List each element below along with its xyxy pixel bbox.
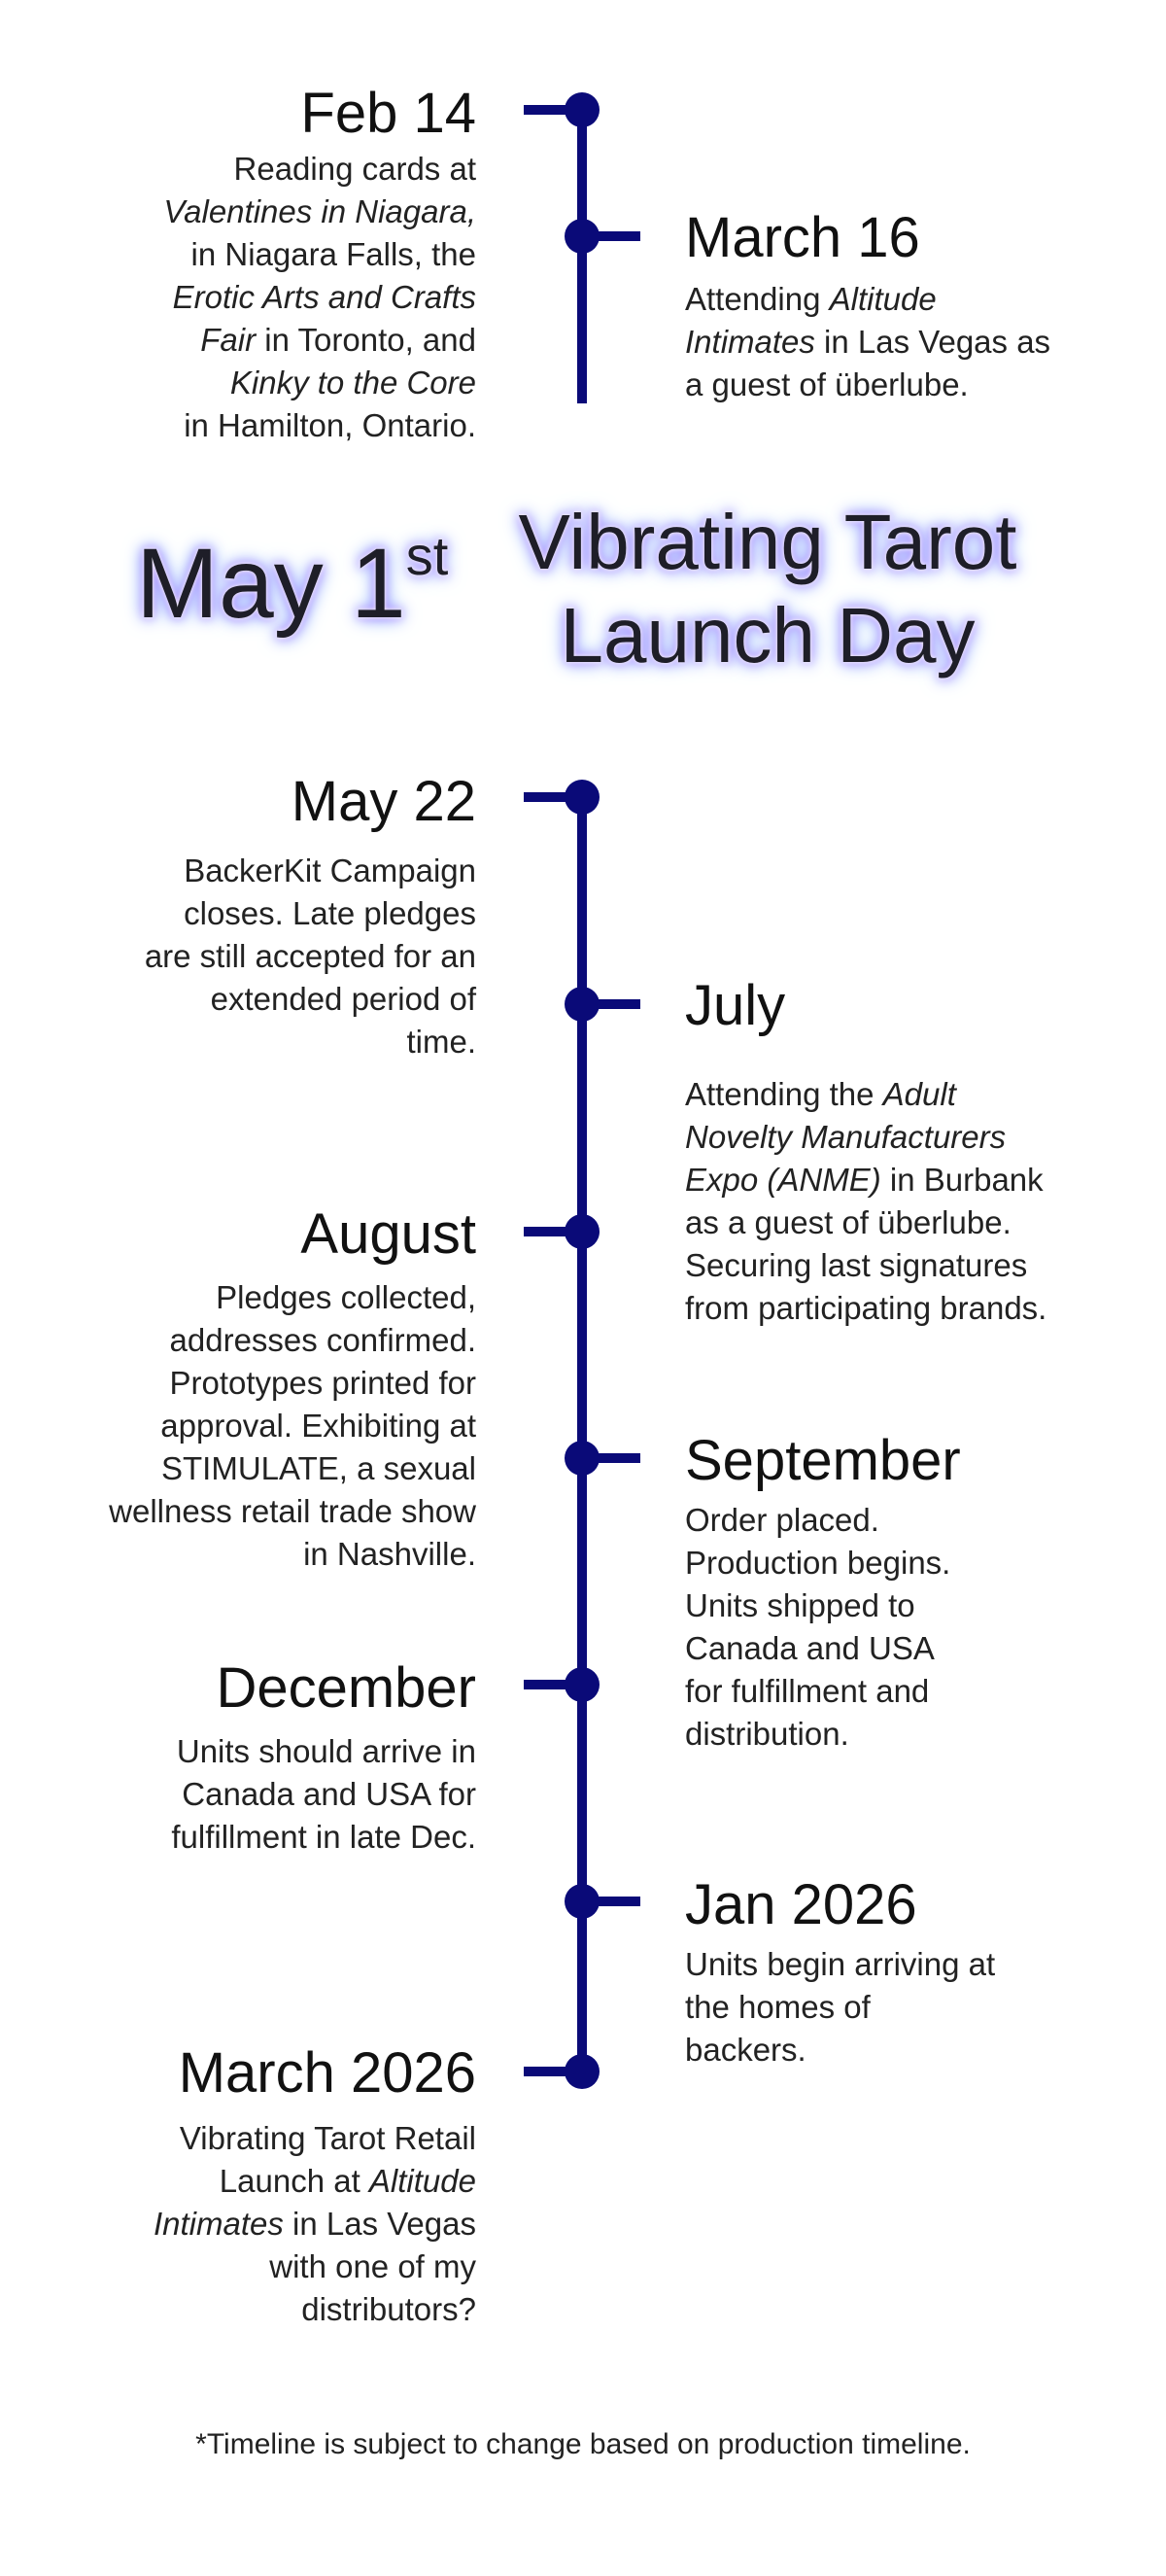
- timeline-dot: [565, 780, 600, 815]
- timeline-entry-august: [107, 1201, 476, 1576]
- entry-text: in Niagara Falls, the: [190, 236, 476, 272]
- timeline-dot: [565, 219, 600, 254]
- timeline-entry-jan-2026: [685, 1871, 996, 2071]
- launch-title-line: Launch Day: [560, 592, 976, 679]
- timeline-dot: [565, 1214, 600, 1249]
- timeline-entry-september: [685, 1427, 962, 1756]
- entry-date: March 16: [685, 206, 920, 269]
- event-name: Altitude Intimates: [153, 2163, 476, 2242]
- event-name: Erotic Arts and Crafts: [172, 279, 476, 315]
- entry-text: Reading cards at: [233, 151, 476, 187]
- timeline-entry-march-2026: [146, 2039, 476, 2331]
- entry-description: BackerKit Campaign closes. Late pledges are still accepted for an extended period of time.: [144, 853, 476, 1060]
- timeline-entry-december: [107, 1654, 476, 1859]
- entry-date: March 2026: [178, 2041, 476, 2105]
- event-name: Altitude Intimates: [685, 281, 937, 360]
- entry-text: in Toronto, and: [256, 322, 476, 358]
- timeline-dot: [565, 1667, 600, 1702]
- entry-text: Vibrating Tarot Retail Launch at: [179, 2120, 476, 2199]
- entry-text: in Burbank as a guest of überlube. Securing last signatures from participating brands.: [685, 1162, 1047, 1326]
- launch-title: [486, 496, 1049, 682]
- entry-description: Units begin arriving at the homes of backers.: [685, 1946, 996, 2068]
- event-name: Kinky to the Core: [229, 365, 476, 400]
- entry-text: in Las Vegas with one of my distributors?: [269, 2206, 476, 2327]
- entry-description: Pledges collected, addresses confirmed. Prototypes printed for approval. Exhibiting at STIMULATE, a sexual wellness retail trade show in Nashville.: [109, 1279, 476, 1572]
- timeline-dot: [565, 1441, 600, 1476]
- entry-description: [685, 1073, 1049, 1330]
- entry-date: Feb 14: [300, 82, 476, 145]
- entry-text: in Hamilton, Ontario.: [184, 407, 476, 443]
- entry-description: [87, 148, 476, 447]
- timeline-dot: [565, 92, 600, 127]
- entry-text: Attending: [685, 281, 830, 317]
- event-name: Adult Novelty Manufacturers Expo (ANME): [685, 1076, 1007, 1198]
- footnote: *Timeline is subject to change based on production timeline.: [195, 2428, 971, 2460]
- event-name: Valentines in Niagara,: [163, 193, 476, 229]
- launch-date: [136, 525, 448, 642]
- entry-date: May 22: [291, 770, 476, 833]
- timeline-dot: [565, 987, 600, 1022]
- entry-text: in Las Vegas as a guest of überlube.: [685, 324, 1051, 402]
- entry-date: December: [216, 1656, 476, 1720]
- entry-description: [685, 278, 1054, 406]
- timeline-line-upper: [577, 107, 587, 403]
- entry-date: Jan 2026: [685, 1873, 917, 1936]
- entry-date: September: [685, 1429, 961, 1492]
- timeline-entry-feb-14: [87, 80, 476, 447]
- timeline-entry-march-16: [685, 204, 1054, 406]
- launch-title-line: Vibrating Tarot: [518, 499, 1017, 585]
- launch-date-main: May 1: [136, 528, 406, 639]
- timeline-dot: [565, 2054, 600, 2089]
- entry-date: July: [685, 974, 786, 1037]
- entry-description: Units should arrive in Canada and USA for fulfillment in late Dec.: [171, 1733, 476, 1855]
- entry-date: August: [300, 1202, 476, 1266]
- timeline-dot: [565, 1884, 600, 1919]
- entry-description: Order placed. Production begins. Units shipped to Canada and USA for fulfillment and distribution.: [685, 1502, 951, 1752]
- timeline-entry-july: [685, 972, 1049, 1330]
- entry-text: Attending the: [685, 1076, 883, 1112]
- event-name: Fair: [200, 322, 257, 358]
- entry-description: [146, 2117, 476, 2331]
- launch-date-suffix: st: [405, 525, 449, 586]
- timeline-entry-may-22: [136, 768, 476, 1063]
